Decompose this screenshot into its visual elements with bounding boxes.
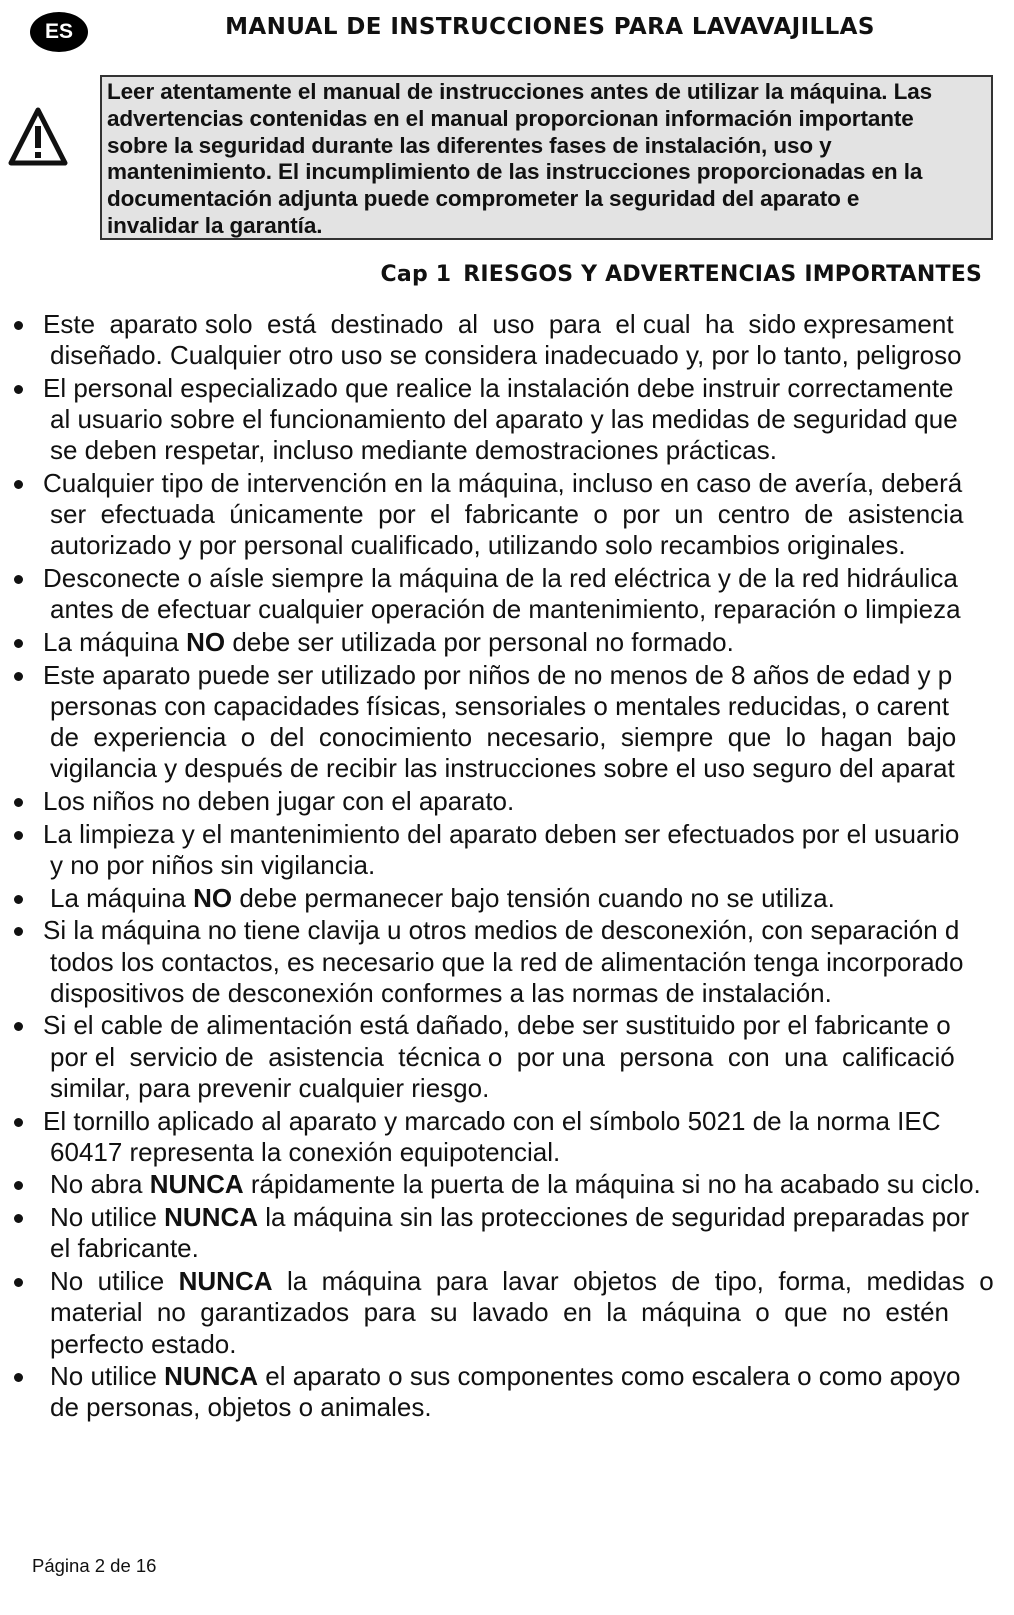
list-item-line xyxy=(43,819,1014,850)
chapter-heading xyxy=(300,262,982,287)
bullet-icon xyxy=(14,1022,23,1031)
bullet-icon xyxy=(14,672,23,681)
warning-line: mantenimiento. El incumplimiento de las instrucciones proporcionadas en la xyxy=(107,159,923,185)
list-item-line xyxy=(50,883,1014,914)
language-badge: ES xyxy=(30,12,88,52)
text-run: material no garantizados para su lavado en la máquina o que no estén xyxy=(50,1297,950,1328)
list-item-line xyxy=(43,373,1014,404)
text-run: No abra xyxy=(50,1169,150,1200)
list-item xyxy=(0,309,1014,371)
text-run: perfecto estado. xyxy=(50,1328,237,1359)
text-run: Si la máquina no tiene clavija u otros medios de desconexión, con separación d xyxy=(43,915,960,946)
text-run: la máquina sin las protecciones de seguridad preparadas por xyxy=(258,1202,970,1233)
list-item xyxy=(0,1266,1014,1360)
list-item-line xyxy=(50,499,1014,530)
text-run: La máquina xyxy=(50,882,194,913)
text-run: No utilice xyxy=(50,1202,165,1233)
document-title: MANUAL DE INSTRUCCIONES PARA LAVAVAJILLAS xyxy=(225,14,875,40)
bullet-icon xyxy=(14,1278,23,1287)
list-item-line xyxy=(50,691,1014,722)
bullet-icon xyxy=(14,639,23,648)
list-item-line xyxy=(50,978,1014,1009)
emphasis-text: NO xyxy=(186,627,226,658)
bullet-icon xyxy=(14,321,23,330)
list-item-line xyxy=(50,435,1014,466)
list-item xyxy=(0,1202,1014,1264)
text-run: rápidamente la puerta de la máquina si no ha acabado su ciclo. xyxy=(243,1169,981,1200)
list-item-line xyxy=(50,947,1014,978)
bullet-icon xyxy=(14,575,23,584)
list-item xyxy=(0,786,1014,817)
list-item-line xyxy=(50,753,1014,784)
list-item xyxy=(0,1106,1014,1168)
list-item-line xyxy=(43,915,1014,946)
list-item-line xyxy=(43,786,1014,817)
emphasis-text: NO xyxy=(193,882,233,913)
emphasis-text: NUNCA xyxy=(164,1361,259,1392)
bullet-icon xyxy=(14,1214,23,1223)
chapter-number: Cap 1 xyxy=(380,262,452,287)
text-run: debe ser utilizada por personal no formado. xyxy=(225,627,734,658)
list-item xyxy=(0,883,1014,914)
emphasis-text: NUNCA xyxy=(178,1266,273,1297)
text-run: El tornillo aplicado al aparato y marcado con el símbolo 5021 de la norma IEC xyxy=(43,1105,941,1136)
text-run: similar, para prevenir cualquier riesgo. xyxy=(50,1072,490,1103)
text-run: por el servicio de asistencia técnica o por una persona con una calificació xyxy=(50,1041,955,1072)
list-item xyxy=(0,468,1014,562)
emphasis-text: NUNCA xyxy=(164,1202,259,1233)
list-item xyxy=(0,915,1014,1009)
bullet-icon xyxy=(14,798,23,807)
list-item-line xyxy=(50,1392,1014,1423)
list-item-line xyxy=(43,1010,1014,1041)
text-run: el fabricante. xyxy=(50,1233,199,1264)
text-run: el aparato o sus componentes como escalera o como apoyo xyxy=(258,1361,961,1392)
chapter-title: RIESGOS Y ADVERTENCIAS IMPORTANTES xyxy=(463,262,982,287)
text-run: La máquina xyxy=(43,627,187,658)
text-run: Este aparato solo está destinado al uso para el cual ha sido expresament xyxy=(43,309,954,339)
bullet-icon xyxy=(14,385,23,394)
list-item-line xyxy=(50,530,1014,561)
text-run: autorizado y por personal cualificado, utilizando solo recambios originales. xyxy=(50,530,906,561)
text-run: ser efectuada únicamente por el fabricante o por un centro de asistencia xyxy=(50,499,964,530)
text-run: de experiencia o del conocimiento necesario, siempre que lo hagan bajo xyxy=(50,722,957,753)
text-run: 60417 representa la conexión equipotencial. xyxy=(50,1136,561,1167)
text-run: diseñado. Cualquier otro uso se considera inadecuado y, por lo tanto, peligroso xyxy=(50,340,962,371)
text-run: y no por niños sin vigilancia. xyxy=(50,849,376,880)
emphasis-text: NUNCA xyxy=(149,1169,244,1200)
list-item-line xyxy=(50,404,1014,435)
bullet-icon xyxy=(14,1118,23,1127)
list-item-line xyxy=(50,1361,1014,1392)
text-run: antes de efectuar cualquier operación de mantenimiento, reparación o limpieza xyxy=(50,594,961,625)
text-run: de personas, objetos o animales. xyxy=(50,1392,432,1423)
list-item-line xyxy=(50,1073,1014,1104)
text-run: debe permanecer bajo tensión cuando no se utiliza. xyxy=(232,882,835,913)
list-item-line xyxy=(50,340,1014,371)
list-item xyxy=(0,563,1014,625)
warning-line: invalidar la garantía. xyxy=(107,212,323,238)
list-item-line xyxy=(50,1233,1014,1264)
list-item-line xyxy=(50,1266,1014,1297)
page-number: Página 2 de 16 xyxy=(32,1555,157,1576)
warning-line: sobre la seguridad durante las diferentes fases de instalación, uso y xyxy=(107,132,832,158)
list-item-line xyxy=(50,1297,1014,1328)
warning-line: Leer atentamente el manual de instrucciones antes de utilizar la máquina. Las xyxy=(107,79,933,104)
bullet-icon xyxy=(14,1373,23,1382)
risk-list xyxy=(0,309,1014,1425)
bullet-icon xyxy=(14,1181,23,1190)
list-item xyxy=(0,660,1014,785)
bullet-icon xyxy=(14,831,23,840)
safety-warning-box xyxy=(100,75,993,240)
warning-line: advertencias contenidas en el manual proporcionan información importante xyxy=(107,105,914,131)
warning-line: documentación adjunta puede comprometer la seguridad del aparato e xyxy=(107,186,860,212)
text-run: vigilancia y después de recibir las instrucciones sobre el uso seguro del aparat xyxy=(50,753,955,784)
text-run: Si el cable de alimentación está dañado, debe ser sustituido por el fabricante o xyxy=(43,1010,951,1041)
list-item xyxy=(0,627,1014,658)
text-run: todos los contactos, es necesario que la red de alimentación tenga incorporado xyxy=(50,946,964,977)
list-item-line xyxy=(50,594,1014,625)
list-item xyxy=(0,1361,1014,1423)
list-item-line xyxy=(43,563,1014,594)
list-item-line xyxy=(50,1169,1014,1200)
list-item xyxy=(0,1169,1014,1200)
list-item-line xyxy=(50,850,1014,881)
text-run: al usuario sobre el funcionamiento del aparato y las medidas de seguridad que xyxy=(50,404,958,435)
text-run: Desconecte o aísle siempre la máquina de la red eléctrica y de la red hidráulica xyxy=(43,563,958,594)
text-run: dispositivos de desconexión conformes a las normas de instalación. xyxy=(50,977,832,1008)
list-item-line xyxy=(43,309,1014,340)
bullet-icon xyxy=(14,927,23,936)
bullet-icon xyxy=(14,480,23,489)
text-run: La limpieza y el mantenimiento del aparato deben ser efectuados por el usuario xyxy=(43,818,960,849)
text-run: Este aparato puede ser utilizado por niños de no menos de 8 años de edad y p xyxy=(43,659,953,690)
text-run: No utilice xyxy=(50,1361,165,1392)
text-run: personas con capacidades físicas, sensoriales o mentales reducidas, o carent xyxy=(50,690,949,721)
text-run: El personal especializado que realice la instalación debe instruir correctamente xyxy=(43,372,954,403)
list-item xyxy=(0,819,1014,881)
list-item-line xyxy=(50,1137,1014,1168)
bullet-icon xyxy=(14,895,23,904)
text-run: se deben respetar, incluso mediante demostraciones prácticas. xyxy=(50,435,777,466)
text-run: No utilice xyxy=(50,1266,179,1297)
list-item-line xyxy=(43,660,1014,691)
list-item-line xyxy=(50,722,1014,753)
text-run: Los niños no deben jugar con el aparato. xyxy=(43,786,515,817)
warning-triangle-icon xyxy=(8,106,68,168)
list-item-line xyxy=(50,1042,1014,1073)
list-item-line xyxy=(50,1329,1014,1360)
text-run: Cualquier tipo de intervención en la máquina, incluso en caso de avería, deberá xyxy=(43,468,963,499)
list-item-line xyxy=(43,468,1014,499)
list-item xyxy=(0,373,1014,467)
list-item-line xyxy=(43,1106,1014,1137)
list-item xyxy=(0,1010,1014,1104)
list-item-line xyxy=(50,1202,1014,1233)
text-run: la máquina para lavar objetos de tipo, forma, medidas o xyxy=(272,1266,994,1297)
list-item-line xyxy=(43,627,1014,658)
